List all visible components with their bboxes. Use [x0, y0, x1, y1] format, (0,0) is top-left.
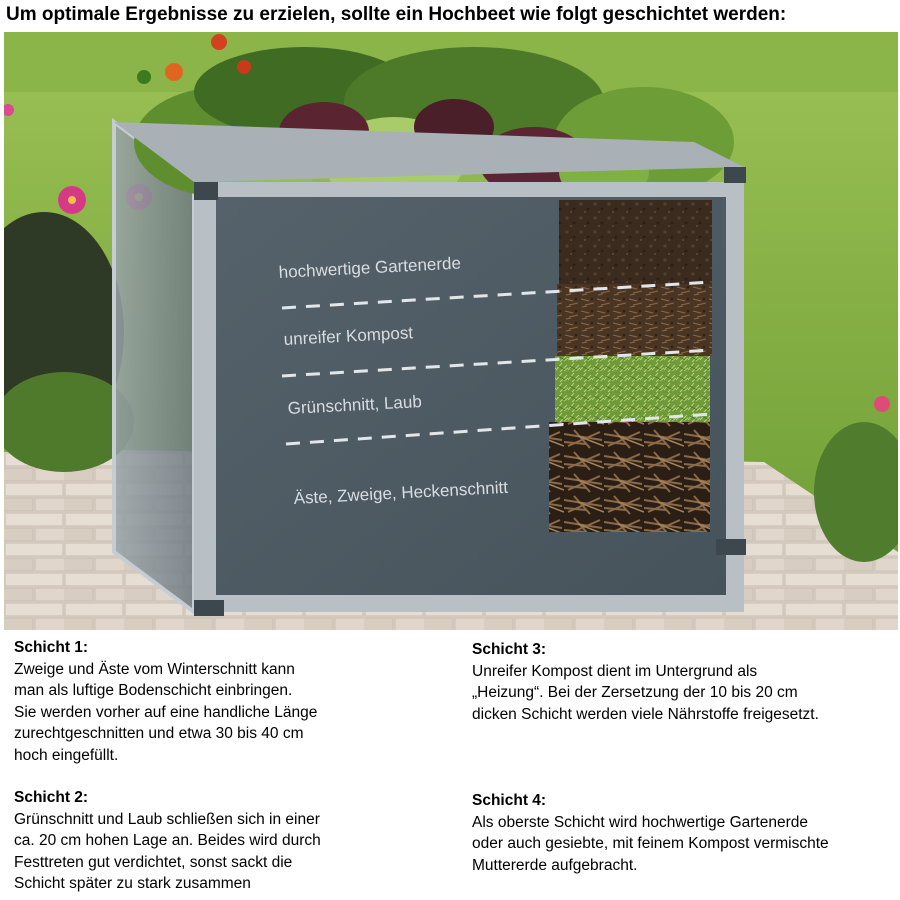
layer-1-block	[14, 637, 444, 766]
layer-cutaway	[549, 200, 712, 532]
label-gartenerde: hochwertige Gartenerde	[278, 253, 462, 282]
layer-3-heading: Schicht 3:	[472, 641, 547, 658]
layer-2-heading: Schicht 2:	[14, 789, 89, 806]
label-gruenschnitt: Grünschnitt, Laub	[287, 391, 423, 418]
layer-2-text: Grünschnitt und Laub schließen sich in einer ca. 20 cm hohen Lage an. Beides wird durch Festtreten gut verdichtet, sonst sackt die Schicht später zu stark zusammen	[14, 810, 321, 892]
layer-3-block	[472, 639, 892, 725]
label-kompost: unreifer Kompost	[283, 323, 414, 349]
label-aeste: Äste, Zweige, Heckenschnitt	[293, 477, 509, 508]
layer-3-text: Unreifer Kompost dient im Untergrund als „Heizung“. Bei der Zersetzung der 10 bis 20 cm dicken Schicht werden viele Nährstoffe freigesetzt.	[472, 662, 819, 723]
layer-kompost	[557, 284, 712, 356]
layer-1-heading: Schicht 1:	[14, 639, 89, 656]
layer-4-block	[472, 790, 896, 876]
layer-gartenerde	[559, 200, 712, 284]
layer-aeste	[549, 422, 710, 532]
layer-4-text: Als oberste Schicht wird hochwertige Gartenerde oder auch gesiebte, mit feinem Kompost vermischte Muttererde aufgebracht.	[472, 813, 829, 874]
layer-1-text: Zweige und Äste vom Winterschnitt kann man als luftige Bodenschicht einbringen. Sie werden vorher auf eine handliche Länge zurechtgeschnitten und etwa 30 bis 40 cm hoch eingefüllt.	[14, 660, 318, 764]
raised-bed-photo	[4, 32, 898, 630]
layer-4-heading: Schicht 4:	[472, 792, 547, 809]
layer-gruenschnitt	[555, 356, 710, 422]
page-headline: Um optimale Ergebnisse zu erzielen, sollte ein Hochbeet wie folgt geschichtet werden:	[6, 4, 787, 25]
layer-2-block	[14, 787, 454, 895]
